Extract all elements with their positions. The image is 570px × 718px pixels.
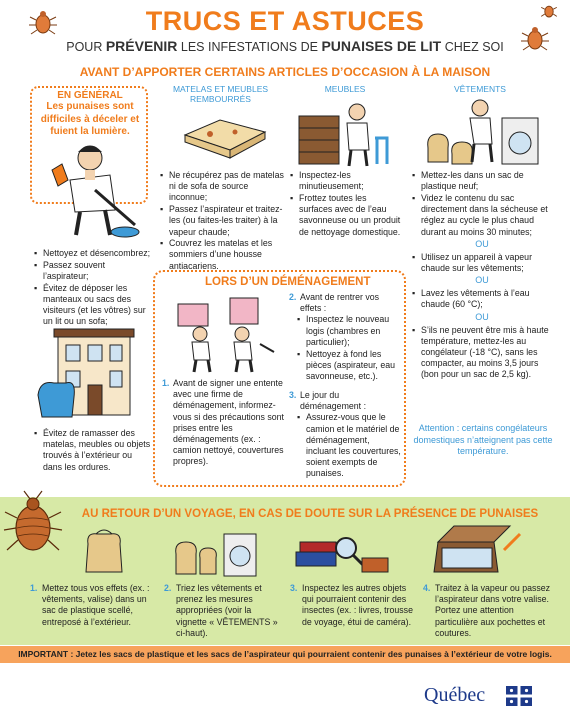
bedbug-icon bbox=[520, 24, 550, 54]
books-and-kit-illustration bbox=[292, 530, 392, 574]
furniture-list bbox=[290, 170, 402, 238]
bedbug-icon bbox=[28, 8, 58, 38]
fleur-de-lis-flag-icon bbox=[506, 686, 532, 706]
house-illustration bbox=[36, 325, 146, 420]
or-label: OU bbox=[475, 275, 489, 286]
list-item: ▪ Couvrez les matelas et les sommiers d’une housse antiacariens. bbox=[160, 238, 288, 272]
list-item: ▪ Ne récupérez pas de matelas ni de sofa de source inconnue; bbox=[160, 170, 288, 204]
page-title: TRUCS ET ASTUCES bbox=[145, 6, 425, 36]
section-heading-before-buying: AVANT D’APPORTER CERTAINS ARTICLES D’OCCASION À LA MAISON bbox=[79, 65, 491, 79]
list-item: ▪ Frottez toutes les surfaces avec de l’eau savonneuse ou un produit de nettoyage domestique. bbox=[290, 193, 402, 238]
travel-step-4: 4. Traitez à la vapeur ou passez l’aspirateur dans votre valise. Portez une attention particulière aux pochettes et coutures. bbox=[423, 583, 551, 638]
mattresses-heading: MATELAS ET MEUBLES REMBOURRÉS bbox=[172, 84, 269, 104]
clothing-list bbox=[412, 170, 552, 238]
important-banner: IMPORTANT : Jetez les sacs de plastique et les sacs de l’aspirateur qui pourraient contenir des punaises à l’extérieur de votre logis. bbox=[0, 646, 570, 663]
page-subtitle: POUR PRÉVENIR LES INFESTATIONS DE PUNAISES DE LIT CHEZ SOI bbox=[66, 38, 504, 54]
list-item: ▪ Videz le contenu du sac directement dans la sécheuse et réglez au cycle le plus chaud durant au moins 30 minutes; bbox=[412, 193, 552, 238]
travel-heading: AU RETOUR D’UN VOYAGE, EN CAS DE DOUTE SUR LA PRÉSENCE DE PUNAISES bbox=[81, 508, 539, 520]
general-tips-list bbox=[34, 248, 152, 328]
general-text: Les punaises sont difficiles à déceler et fuient la lumière. bbox=[40, 101, 140, 137]
list-item: ▪ Passez l’aspirateur et traitez-les (ou faites-les traiter) à la vapeur chaude; bbox=[160, 204, 288, 238]
dresser-illustration bbox=[295, 98, 395, 168]
mattresses-list bbox=[160, 170, 288, 272]
furniture-heading: MEUBLES bbox=[324, 84, 366, 94]
travel-step-2: 2. Triez les vêtements et prenez les mesures appropriées (voir la vignette « VÊTEMENTS » ci-haut). bbox=[164, 583, 278, 638]
list-item: ▪ Lavez les vêtements à l’eau chaude (60 °C); bbox=[412, 288, 552, 310]
list-item: ▪ Passez souvent l’aspirateur; bbox=[34, 260, 152, 282]
suitcase-illustration bbox=[424, 522, 524, 576]
list-item: ▪ Évitez de déposer les manteaux ou sacs des visiteurs (et les vôtres) sur un lit ou un sofa; bbox=[34, 283, 152, 328]
clothing-heading: VÊTEMENTS bbox=[454, 84, 506, 94]
or-label: OU bbox=[475, 238, 489, 249]
moving-heading: LORS D’UN DÉMÉNAGEMENT bbox=[205, 276, 371, 288]
list-item: ▪ Nettoyez et désencombrez; bbox=[34, 248, 152, 259]
bags-and-dryer-illustration bbox=[172, 524, 260, 578]
bedbug-icon bbox=[2, 490, 64, 556]
list-item: ▪ Utilisez un appareil à vapeur chaude sur les vêtements; bbox=[412, 252, 552, 274]
dryer-and-bags-illustration bbox=[422, 98, 542, 168]
moving-step-3: 3. Le jour du déménagement : ▪ Assurez-vous que le camion et le matériel de déménagement, incluant les couvertures, soient exempts de punaises. bbox=[289, 390, 401, 480]
sealed-bag-illustration bbox=[78, 524, 130, 576]
list-item: ▪ Évitez de ramasser des matelas, meubles ou objets trouvés à l’extérieur ou dans les ordures. bbox=[34, 428, 152, 473]
moving-step-1: 1. Avant de signer une entente avec une firme de déménagement, informez-vous si des précautions sont prises entre les déménagements (ex. : camion nettoyé, couvertures propres). bbox=[162, 378, 285, 467]
bedbug-icon bbox=[540, 2, 558, 20]
travel-step-1: 1. Mettez tous vos effets (ex. : vêtements, valise) dans un sac de plastique scellé, entreposé à l’extérieur. bbox=[30, 583, 150, 627]
vacuuming-man-illustration bbox=[40, 140, 145, 240]
list-item: ▪ Inspectez le nouveau logis (chambres en particulier); bbox=[297, 314, 401, 348]
mattress-illustration bbox=[180, 110, 270, 165]
travel-step-3: 3. Inspectez les autres objets qui pourraient contenir des insectes (ex. : livres, trousse de voyage, étui de caméra). bbox=[290, 583, 413, 627]
clothing-tips bbox=[412, 170, 552, 381]
general-tips-list-bottom bbox=[34, 428, 152, 473]
list-item: ▪ Mettez-les dans un sac de plastique neuf; bbox=[412, 170, 552, 192]
list-item: ▪ Inspectez-les minutieusement; bbox=[290, 170, 402, 192]
list-item: ▪ Assurez-vous que le camion et le matériel de déménagement, incluant les couvertures, soient exempts de punaises. bbox=[297, 412, 401, 479]
movers-illustration bbox=[170, 294, 278, 372]
or-label: OU bbox=[475, 311, 489, 322]
general-title: EN GÉNÉRAL bbox=[57, 90, 123, 101]
quebec-logo: Québec bbox=[424, 684, 486, 706]
list-item: ▪ Nettoyez à fond les pièces (aspirateur, eau savonneuse, etc.). bbox=[297, 349, 401, 383]
list-item: ▪ S’ils ne peuvent être mis à haute température, mettez-les au congélateur (-18 °C), sans les compacter, au moins 3,5 jours (bon pour un sac de 2,5 kg). bbox=[412, 325, 552, 381]
moving-step-2: 2. Avant de rentrer vos effets : ▪ Inspectez le nouveau logis (chambres en particulier); ▪ Nettoyez à fond les pièces (aspirateur, eau savonneuse, etc.). bbox=[289, 292, 401, 383]
attention-note: Attention : certains congélateurs domestiques n’atteignent pas cette température. bbox=[413, 423, 553, 456]
